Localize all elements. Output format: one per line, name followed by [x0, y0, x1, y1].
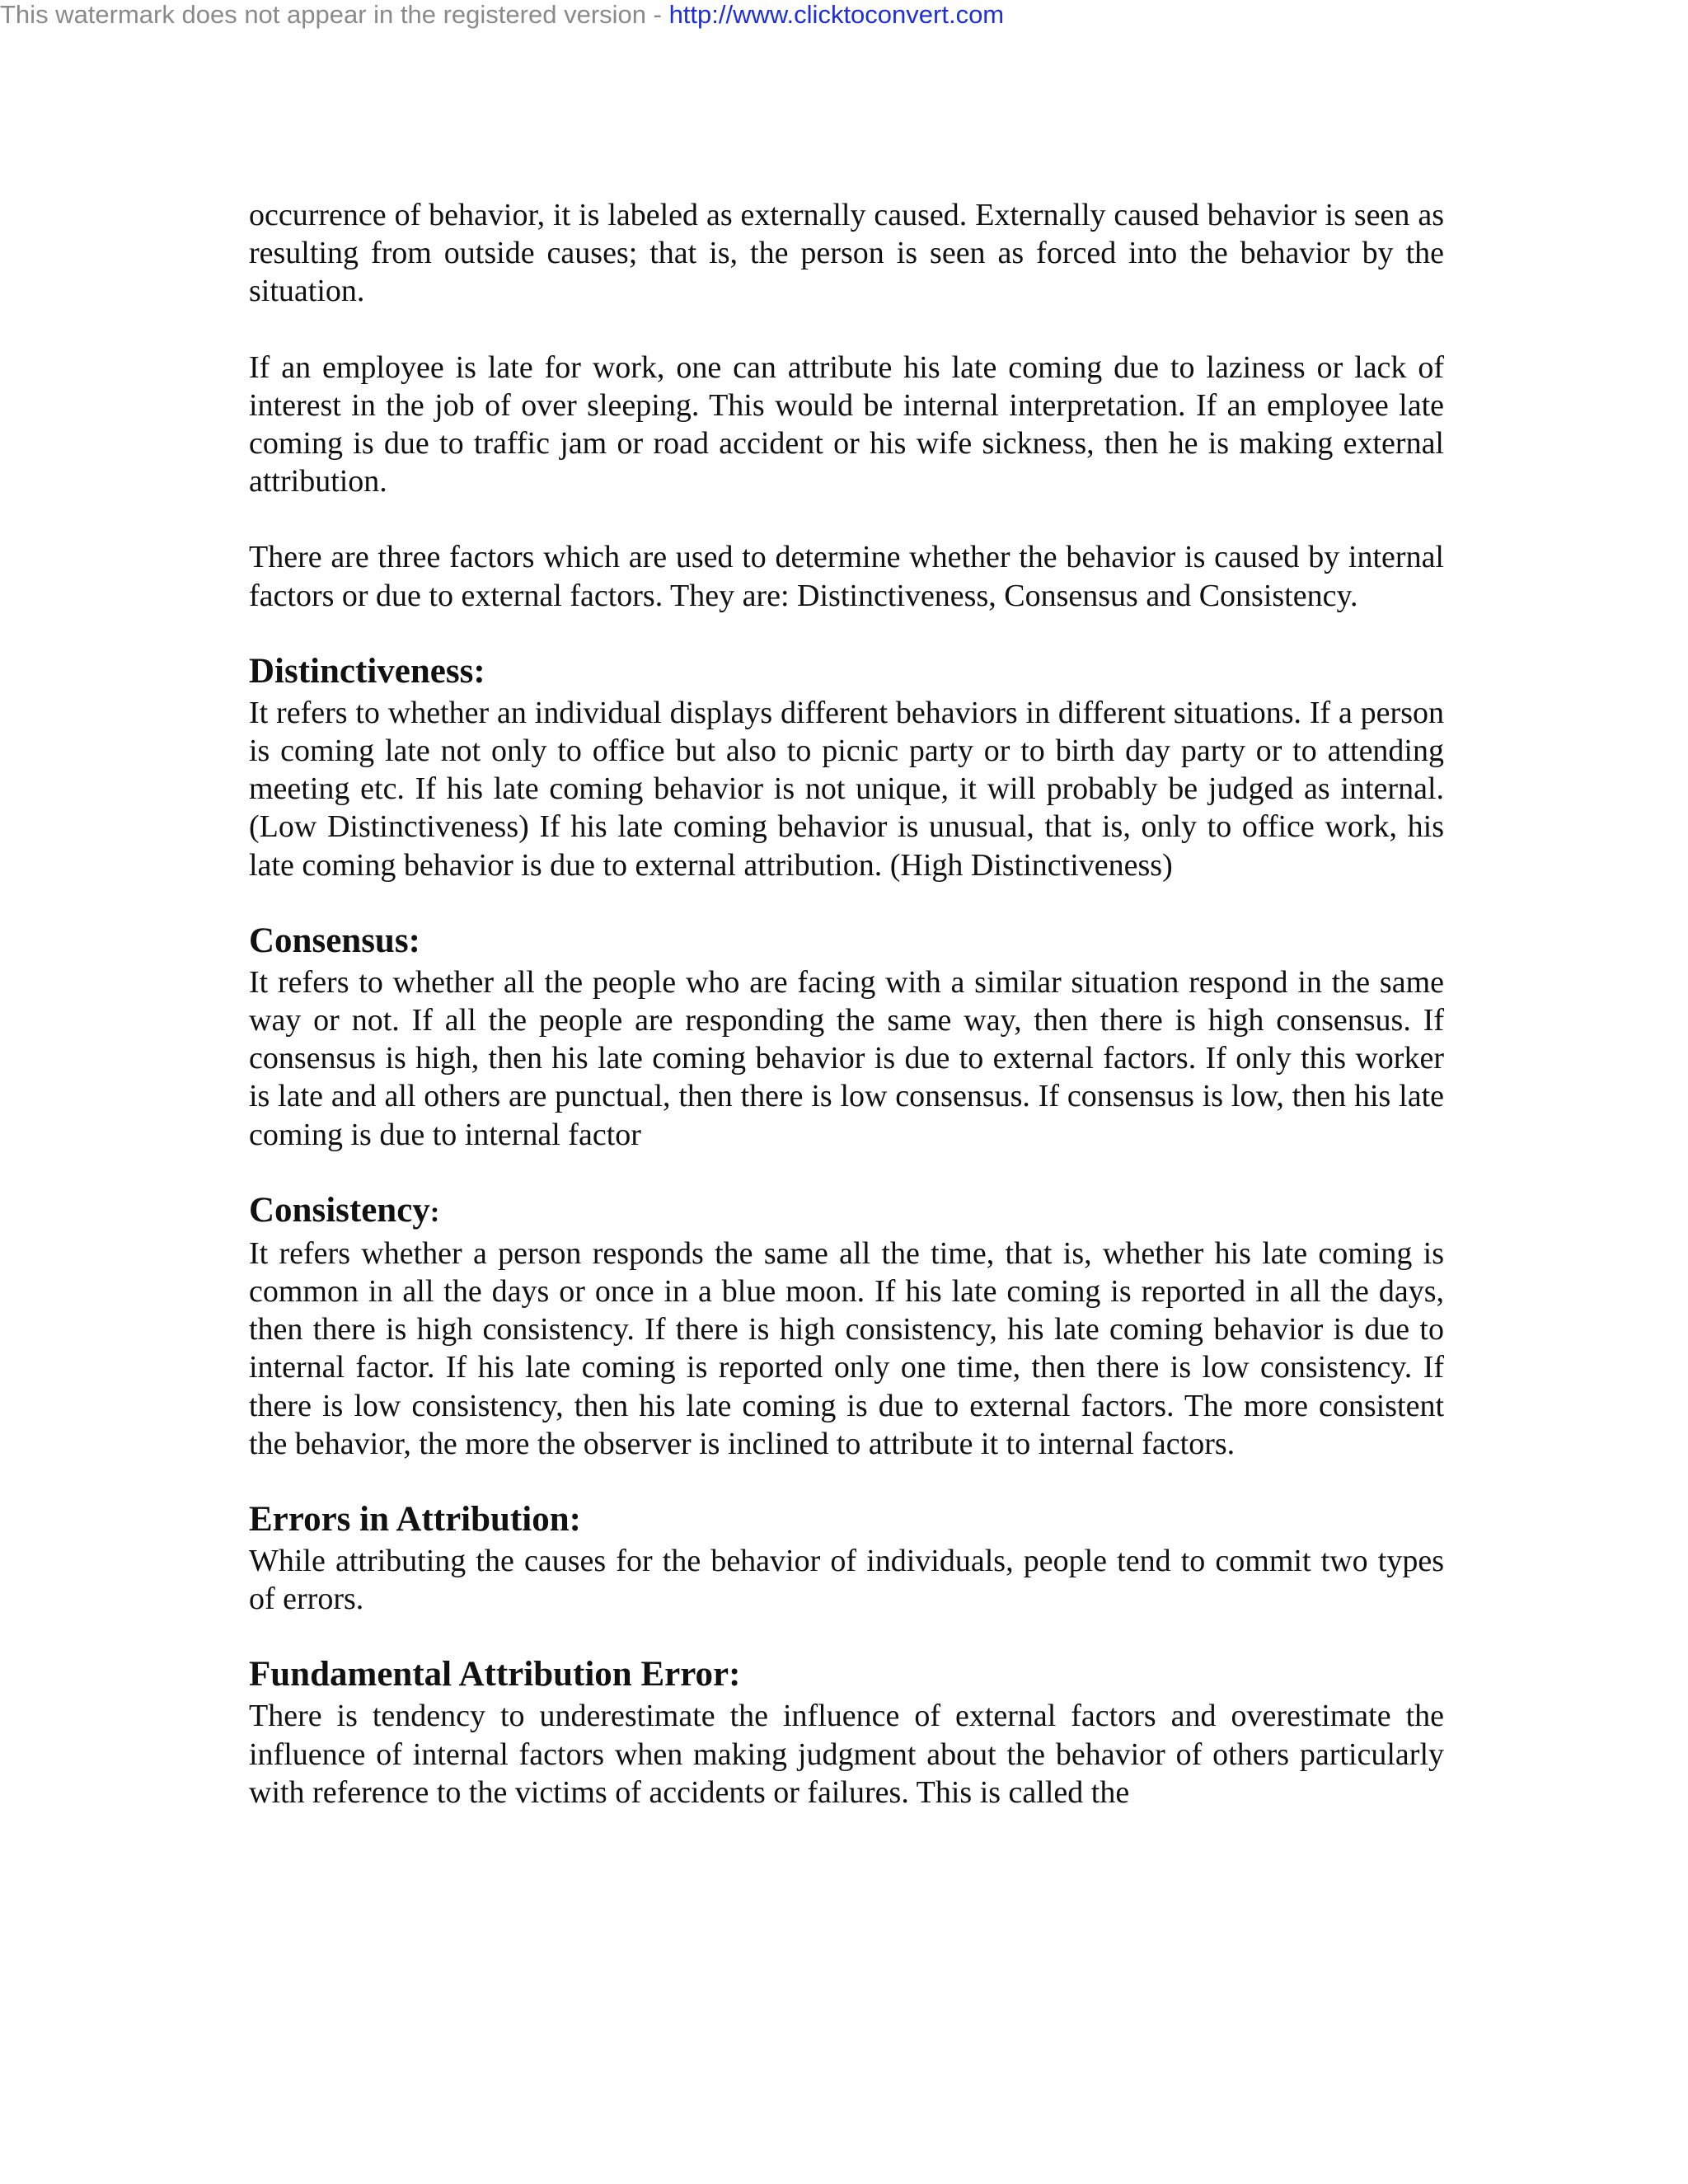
paragraph-externally-caused: occurrence of behavior, it is labeled as externally caused. Externally caused behavior is seen as resulting from outside causes; that is, the person is seen as forced into the behavior by the situation. [249, 198, 1444, 309]
paragraph-consensus: It refers to whether all the people who are facing with a similar situation respond in the same way or not. If all the people are responding the same way, then there is high consensus. If consensus is high, then his late coming behavior is due to external factors. If only this worker is late and all others are punctual, then there is low consensus. If consensus is low, then his late coming is due to internal factor [249, 964, 1444, 1152]
heading-distinctiveness: Distinctiveness: [249, 651, 485, 691]
heading-consistency-text: Consistency [249, 1190, 430, 1230]
heading-fundamental-attribution-error: Fundamental Attribution Error: [249, 1655, 741, 1694]
paragraph-errors-in-attribution: While attributing the causes for the behavior of individuals, people tend to commit two types of errors. [249, 1544, 1444, 1617]
watermark-link[interactable]: http://www.clicktoconvert.com [668, 0, 1005, 29]
paragraph-late-employee-example: If an employee is late for work, one can attribute his late coming due to laziness or lack of interest in the job of over sleeping. This would be internal interpretation. If an employee late coming is due to traffic jam or road accident or his wife sickness, then he is making external attribution. [249, 349, 1444, 499]
heading-errors-in-attribution: Errors in Attribution: [249, 1500, 581, 1540]
paragraph-fundamental-attribution-error: There is tendency to underestimate the influence of external factors and overestimate the influence of internal factors when making judgment about the behavior of others particularly with reference to the victims of accidents or failures. This is called the [249, 1699, 1444, 1810]
paragraph-three-factors: There are three factors which are used to determine whether the behavior is caused by internal factors or due to external factors. They are: Distinctiveness, Consensus and Consistency. [249, 540, 1444, 613]
watermark-notice [0, 0, 1004, 30]
document-body [249, 196, 1444, 1811]
heading-consensus: Consensus: [249, 921, 420, 960]
paragraph-consistency: It refers whether a person responds the same all the time, that is, whether his late coming is common in all the days or once in a blue moon. If his late coming is reported in all the days, then there is high consistency. If there is high consistency, his late coming behavior is due to internal factor. If his late coming is reported only one time, then there is low consistency. If there is low consistency, then his late coming is due to external factors. The more consistent the behavior, the more the observer is inclined to attribute it to internal factors. [249, 1235, 1444, 1461]
paragraph-distinctiveness: It refers to whether an individual displays different behaviors in different situations. If a person is coming late not only to office but also to picnic party or to birth day party or to attending meeting etc. If his late coming behavior is not unique, it will probably be judged as internal. (Low Distinctiveness) If his late coming behavior is unusual, that is, only to office work, his late coming behavior is due to external attribution. (High Distinctiveness) [249, 695, 1444, 883]
heading-consistency-colon: : [429, 1195, 440, 1228]
heading-consistency [249, 1188, 1444, 1235]
watermark-text: This watermark does not appear in the registered version - [0, 0, 669, 29]
